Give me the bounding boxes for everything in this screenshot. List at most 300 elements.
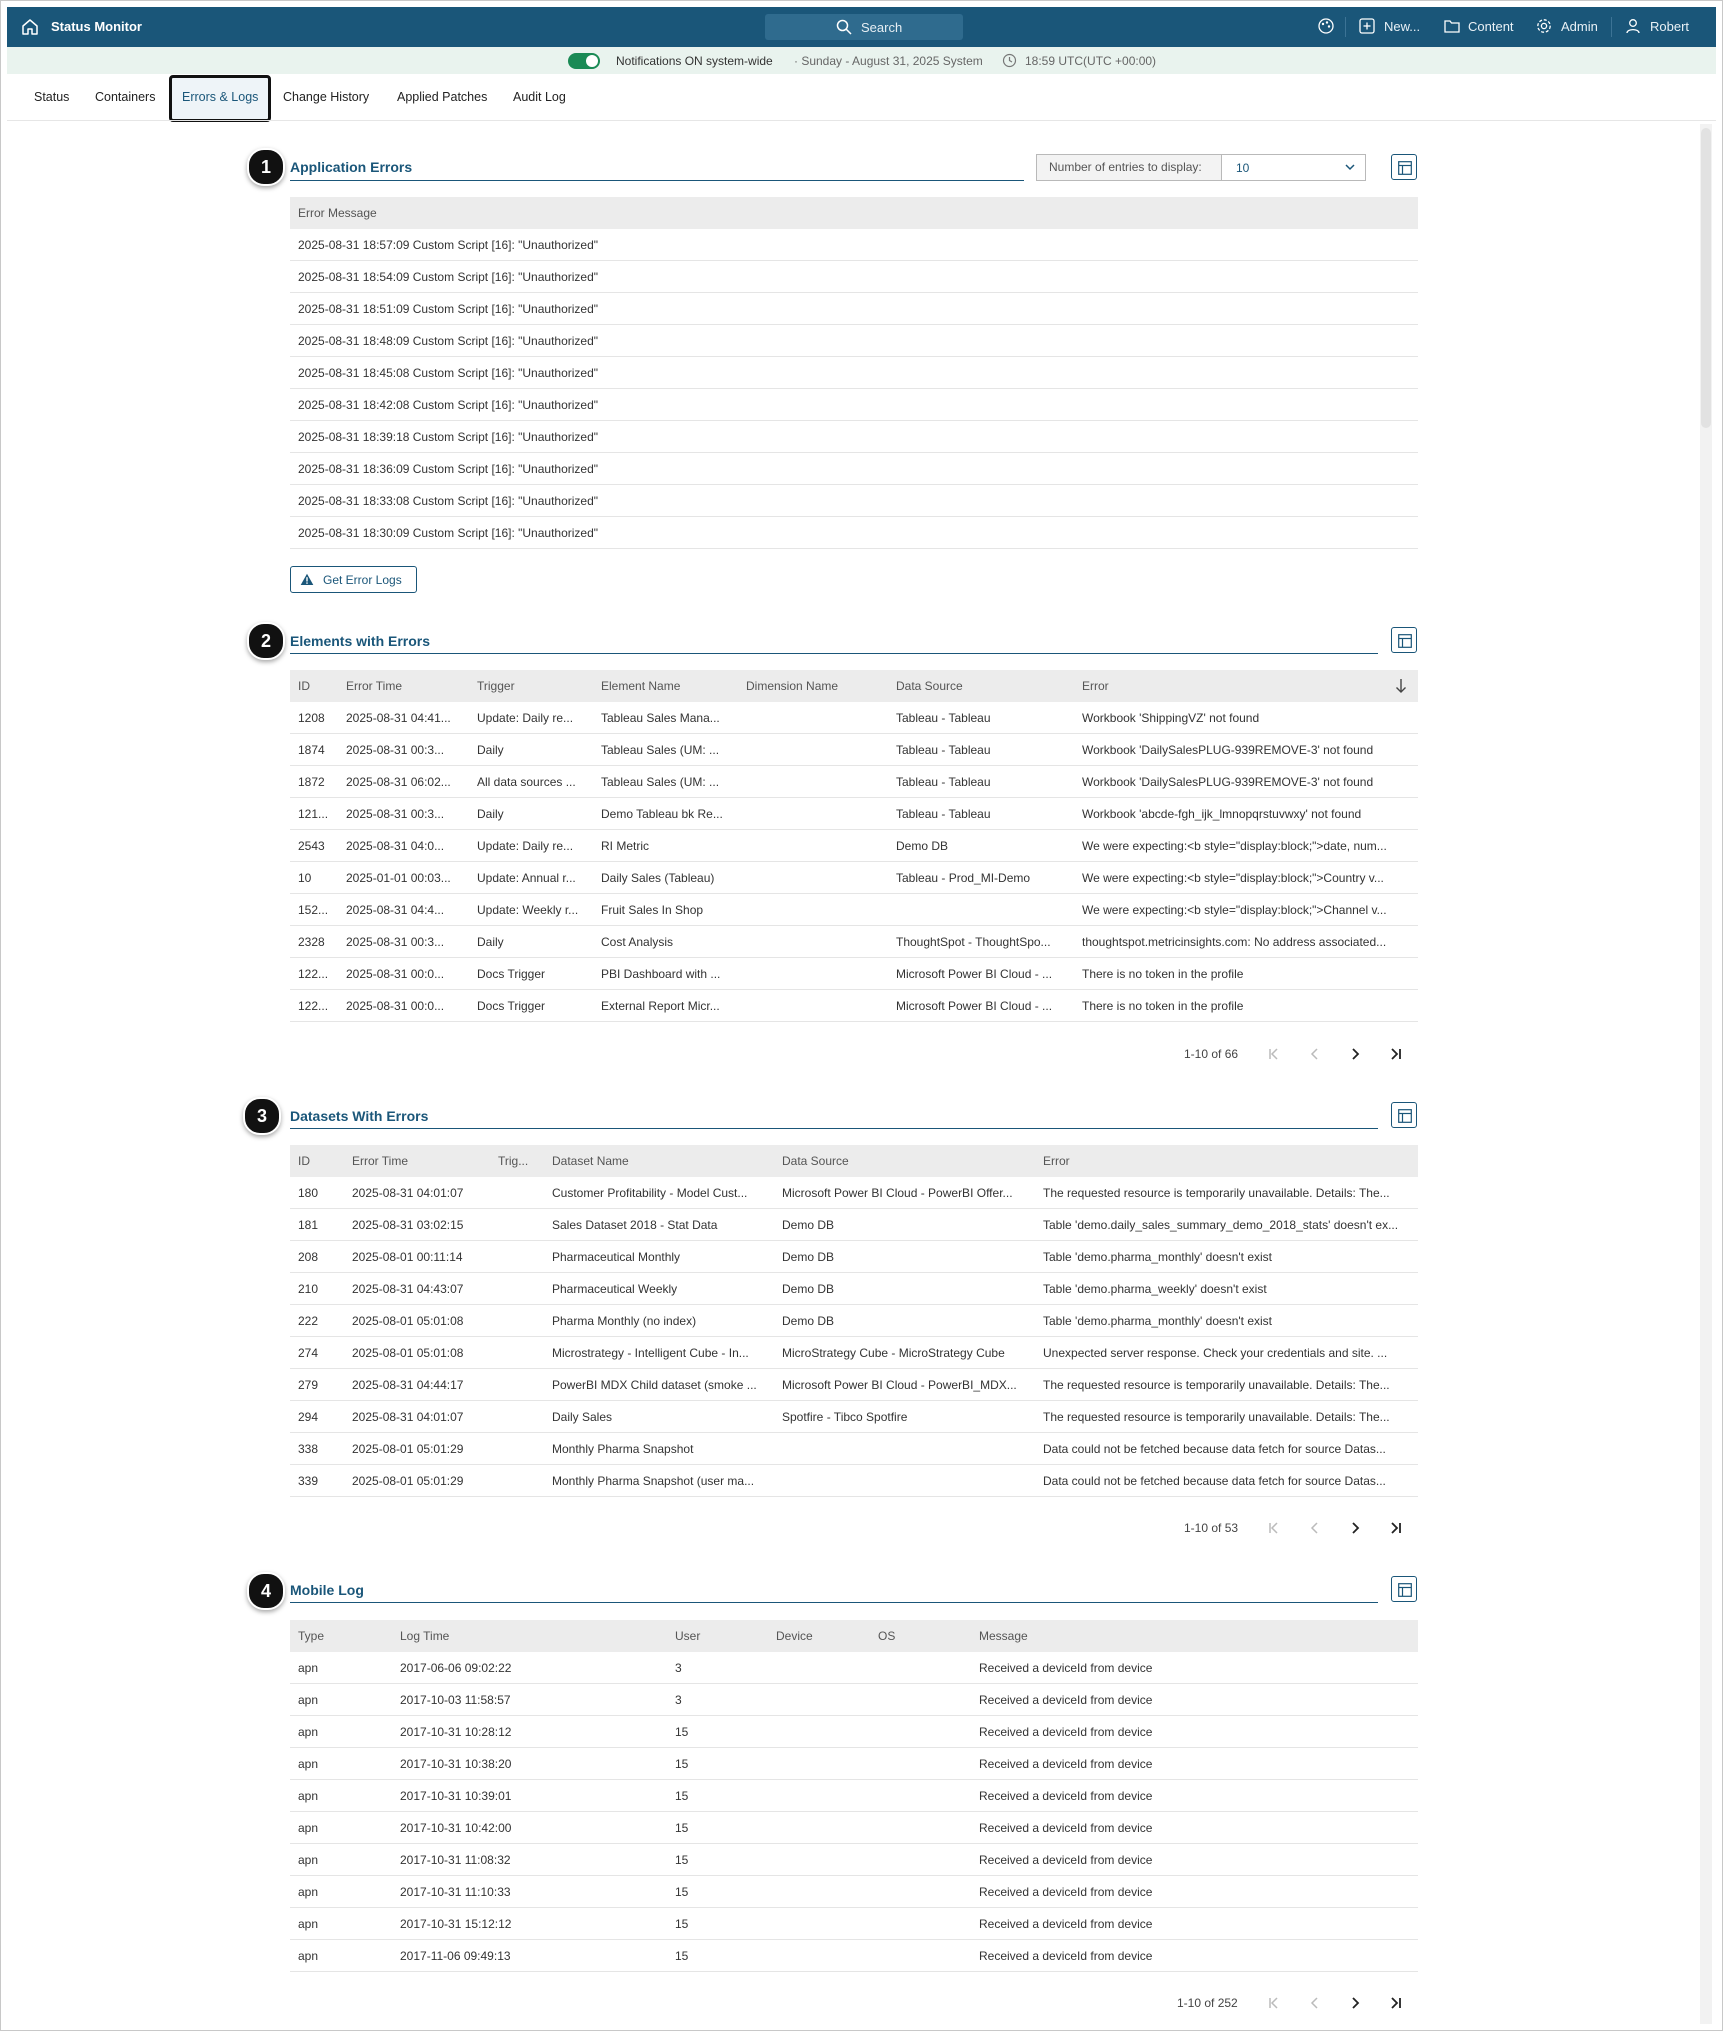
table-cell: [490, 1241, 544, 1273]
column-settings-button[interactable]: [1391, 154, 1417, 180]
table-cell: 2017-10-31 11:10:33: [392, 1876, 667, 1908]
table-cell: Received a deviceId from device: [971, 1780, 1418, 1812]
table-row[interactable]: [290, 1844, 1418, 1876]
table-cell: Microstrategy - Intelligent Cube - In...: [544, 1337, 774, 1369]
table-cell: 2328: [290, 926, 338, 958]
table-cell: 15: [667, 1812, 768, 1844]
column-header[interactable]: Element Name: [593, 670, 738, 702]
table-row[interactable]: [290, 421, 1418, 453]
get-error-logs-button[interactable]: [290, 566, 417, 593]
first-page-icon[interactable]: [1266, 1046, 1282, 1062]
table-cell: Daily: [469, 734, 593, 766]
table-cell: Tableau - Tableau: [888, 798, 1074, 830]
table-cell: [738, 926, 888, 958]
table-cell: Demo DB: [774, 1273, 1035, 1305]
search-placeholder: Search: [861, 20, 903, 35]
table-cell: apn: [290, 1812, 392, 1844]
last-page-icon[interactable]: [1388, 1520, 1404, 1536]
table-cell: 2025-08-31 04:4...: [338, 894, 469, 926]
table-row[interactable]: [290, 389, 1418, 421]
table-cell: Update: Weekly r...: [469, 894, 593, 926]
section-underline: [290, 1602, 1378, 1603]
table-cell: Microsoft Power BI Cloud - ...: [888, 990, 1074, 1022]
table-row[interactable]: [290, 990, 1418, 1022]
error-message-link[interactable]: 2025-08-31 18:30:09 Custom Script [16]: "Unauthorized": [290, 517, 1418, 549]
table-row[interactable]: [290, 1273, 1418, 1305]
get-error-logs-label: Get Error Logs: [323, 573, 402, 587]
table-cell: 1208: [290, 702, 338, 734]
table-row[interactable]: [290, 1401, 1418, 1433]
table-cell: [768, 1908, 870, 1940]
palette-icon[interactable]: [1317, 17, 1335, 35]
table-cell: [738, 798, 888, 830]
nav-separator: [1611, 17, 1612, 37]
table-cell: Received a deviceId from device: [971, 1844, 1418, 1876]
table-cell: 121...: [290, 798, 338, 830]
table-cell: 10: [290, 862, 338, 894]
table-cell: Demo DB: [774, 1241, 1035, 1273]
column-header[interactable]: Log Time: [392, 1620, 667, 1652]
column-header[interactable]: Error Time: [344, 1145, 490, 1177]
table-cell: [870, 1812, 971, 1844]
column-header[interactable]: Dataset Name: [544, 1145, 774, 1177]
table-cell: Received a deviceId from device: [971, 1716, 1418, 1748]
table-cell: [490, 1177, 544, 1209]
table-row[interactable]: [290, 1465, 1418, 1497]
table-cell: Daily: [469, 798, 593, 830]
table-cell: [870, 1780, 971, 1812]
next-page-icon[interactable]: [1347, 1046, 1363, 1062]
table-row[interactable]: [290, 766, 1418, 798]
table-row[interactable]: [290, 357, 1418, 389]
table-cell: [888, 894, 1074, 926]
table-cell: 2017-10-03 11:58:57: [392, 1684, 667, 1716]
table-row[interactable]: [290, 1241, 1418, 1273]
last-page-icon[interactable]: [1388, 1046, 1404, 1062]
tab-errors-logs[interactable]: Errors & Logs: [182, 90, 259, 104]
table-cell: Received a deviceId from device: [971, 1876, 1418, 1908]
table-cell: 2025-08-01 05:01:08: [344, 1337, 490, 1369]
section-number-badge: 4: [247, 1572, 285, 1610]
table-cell: [490, 1337, 544, 1369]
table-cell: Pharma Monthly (no index): [544, 1305, 774, 1337]
section-number-badge: 1: [247, 148, 285, 186]
table-cell: [768, 1652, 870, 1684]
application-errors-table: [290, 197, 1418, 549]
top-navigation-bar: [7, 7, 1716, 47]
table-cell: 15: [667, 1876, 768, 1908]
table-cell: 2025-08-31 03:02:15: [344, 1209, 490, 1241]
column-header[interactable]: User: [667, 1620, 768, 1652]
error-message-link[interactable]: 2025-08-31 18:42:08 Custom Script [16]: "Unauthorized": [290, 389, 1418, 421]
table-row[interactable]: [290, 1337, 1418, 1369]
table-cell: apn: [290, 1748, 392, 1780]
table-cell: [490, 1305, 544, 1337]
table-cell: 2025-08-01 00:11:14: [344, 1241, 490, 1273]
table-cell: 2017-10-31 10:39:01: [392, 1780, 667, 1812]
table-row[interactable]: [290, 1780, 1418, 1812]
column-header[interactable]: Error Message: [290, 197, 1418, 229]
table-row[interactable]: [290, 958, 1418, 990]
error-message-link[interactable]: 2025-08-31 18:57:09 Custom Script [16]: "Unauthorized": [290, 229, 1418, 261]
table-cell: There is no token in the profile: [1074, 990, 1418, 1022]
table-cell: 1874: [290, 734, 338, 766]
column-header[interactable]: OS: [870, 1620, 971, 1652]
table-columns-icon: [1398, 1583, 1412, 1597]
column-settings-button[interactable]: [1391, 1102, 1417, 1128]
table-cell: Daily: [469, 926, 593, 958]
column-header[interactable]: Trigger: [469, 670, 593, 702]
table-row[interactable]: [290, 293, 1418, 325]
table-cell: [870, 1748, 971, 1780]
table-cell: 2025-08-31 04:01:07: [344, 1177, 490, 1209]
table-cell: 2025-08-31 04:44:17: [344, 1369, 490, 1401]
table-cell: [738, 958, 888, 990]
admin-menu-label[interactable]: Admin: [1561, 19, 1598, 34]
table-cell: 2025-08-31 04:01:07: [344, 1401, 490, 1433]
column-header[interactable]: Data Source: [774, 1145, 1035, 1177]
table-row[interactable]: [290, 453, 1418, 485]
column-header[interactable]: Device: [768, 1620, 870, 1652]
table-cell: [870, 1940, 971, 1972]
table-cell: Monthly Pharma Snapshot (user ma...: [544, 1465, 774, 1497]
table-cell: Unexpected server response. Check your credentials and site. ...: [1035, 1337, 1418, 1369]
table-cell: 339: [290, 1465, 344, 1497]
plus-square-icon[interactable]: [1358, 17, 1376, 35]
table-row[interactable]: [290, 1876, 1418, 1908]
table-cell: We were expecting:<b style="display:block;">Country v...: [1074, 862, 1418, 894]
table-cell: Tableau - Tableau: [888, 734, 1074, 766]
clock-icon: [1002, 53, 1017, 68]
table-cell: 2017-10-31 11:08:32: [392, 1844, 667, 1876]
table-cell: Received a deviceId from device: [971, 1940, 1418, 1972]
column-header[interactable]: ID: [290, 1145, 344, 1177]
table-cell: We were expecting:<b style="display:block;">Channel v...: [1074, 894, 1418, 926]
table-cell: [768, 1716, 870, 1748]
scrollbar-thumb[interactable]: [1701, 128, 1711, 428]
table-cell: External Report Micr...: [593, 990, 738, 1022]
error-message-link[interactable]: 2025-08-31 18:48:09 Custom Script [16]: "Unauthorized": [290, 325, 1418, 357]
table-cell: apn: [290, 1876, 392, 1908]
table-cell: Workbook 'DailySalesPLUG-939REMOVE-3' not found: [1074, 766, 1418, 798]
table-cell: 15: [667, 1940, 768, 1972]
column-header[interactable]: Type: [290, 1620, 392, 1652]
table-cell: [870, 1652, 971, 1684]
table-cell: Docs Trigger: [469, 958, 593, 990]
system-time: 18:59 UTC(UTC +00:00): [1025, 54, 1157, 68]
column-settings-button[interactable]: [1391, 627, 1417, 653]
table-cell: We were expecting:<b style="display:block;">date, num...: [1074, 830, 1418, 862]
gear-icon[interactable]: [1535, 17, 1553, 35]
content-menu-label[interactable]: Content: [1468, 19, 1514, 34]
table-cell: [768, 1780, 870, 1812]
column-header[interactable]: Data Source: [888, 670, 1074, 702]
pagination-summary: 1-10 of 66: [1184, 1047, 1239, 1061]
chevron-down-icon: [1345, 163, 1355, 171]
home-icon[interactable]: [21, 18, 39, 36]
table-cell: 2017-10-31 10:42:00: [392, 1812, 667, 1844]
table-cell: [768, 1876, 870, 1908]
table-cell: apn: [290, 1684, 392, 1716]
table-cell: MicroStrategy Cube - MicroStrategy Cube: [774, 1337, 1035, 1369]
table-cell: Tableau Sales (UM: ...: [593, 734, 738, 766]
error-message-link[interactable]: 2025-08-31 18:36:09 Custom Script [16]: "Unauthorized": [290, 453, 1418, 485]
table-row[interactable]: [290, 862, 1418, 894]
table-cell: Pharmaceutical Monthly: [544, 1241, 774, 1273]
sort-descending-icon[interactable]: [1395, 678, 1407, 694]
previous-page-icon[interactable]: [1307, 1046, 1323, 1062]
table-cell: [738, 734, 888, 766]
table-row[interactable]: [290, 1652, 1418, 1684]
table-cell: There is no token in the profile: [1074, 958, 1418, 990]
table-cell: 2025-08-31 00:3...: [338, 926, 469, 958]
section-underline: [290, 653, 1378, 654]
table-cell: Microsoft Power BI Cloud - PowerBI_MDX...: [774, 1369, 1035, 1401]
user-menu-label[interactable]: Robert: [1650, 19, 1690, 34]
table-cell: 2017-06-06 09:02:22: [392, 1652, 667, 1684]
column-header[interactable]: Dimension Name: [738, 670, 888, 702]
first-page-icon[interactable]: [1266, 1995, 1282, 2011]
table-cell: The requested resource is temporarily unavailable. Details: The...: [1035, 1369, 1418, 1401]
tab-containers[interactable]: Containers: [95, 90, 156, 104]
last-page-icon[interactable]: [1388, 1995, 1404, 2011]
error-message-link[interactable]: 2025-08-31 18:51:09 Custom Script [16]: "Unauthorized": [290, 293, 1418, 325]
datasets-with-errors-table: [290, 1145, 1418, 1497]
table-row[interactable]: [290, 1305, 1418, 1337]
table-cell: The requested resource is temporarily unavailable. Details: The...: [1035, 1401, 1418, 1433]
table-cell: apn: [290, 1908, 392, 1940]
tab-change-history[interactable]: Change History: [283, 90, 370, 104]
error-message-link[interactable]: 2025-08-31 18:45:08 Custom Script [16]: "Unauthorized": [290, 357, 1418, 389]
table-columns-icon: [1398, 161, 1412, 175]
table-row[interactable]: [290, 1369, 1418, 1401]
table-row[interactable]: [290, 485, 1418, 517]
table-cell: 15: [667, 1844, 768, 1876]
table-cell: 15: [667, 1908, 768, 1940]
table-cell: Tableau Sales Mana...: [593, 702, 738, 734]
table-cell: [870, 1716, 971, 1748]
mobile-log-table: [290, 1620, 1418, 1972]
table-cell: 180: [290, 1177, 344, 1209]
entries-label: Number of entries to display:: [1037, 155, 1222, 180]
table-cell: [774, 1465, 1035, 1497]
table-cell: 2017-11-06 09:49:13: [392, 1940, 667, 1972]
table-cell: [738, 862, 888, 894]
error-message-link[interactable]: 2025-08-31 18:33:08 Custom Script [16]: "Unauthorized": [290, 485, 1418, 517]
table-row[interactable]: [290, 1940, 1418, 1972]
pagination-summary: 1-10 of 252: [1177, 1996, 1238, 2010]
table-cell: thoughtspot.metricinsights.com: No address associated...: [1074, 926, 1418, 958]
table-cell: [768, 1812, 870, 1844]
column-settings-button[interactable]: [1391, 1576, 1417, 1602]
table-cell: 294: [290, 1401, 344, 1433]
table-cell: Docs Trigger: [469, 990, 593, 1022]
new-menu-label[interactable]: New...: [1384, 19, 1421, 34]
table-cell: Table 'demo.pharma_monthly' doesn't exist: [1035, 1241, 1418, 1273]
table-cell: apn: [290, 1844, 392, 1876]
table-cell: Fruit Sales In Shop: [593, 894, 738, 926]
entries-value: 10: [1236, 161, 1250, 175]
table-cell: Received a deviceId from device: [971, 1812, 1418, 1844]
next-page-icon[interactable]: [1347, 1995, 1363, 2011]
table-cell: PowerBI MDX Child dataset (smoke ...: [544, 1369, 774, 1401]
section-title-application-errors: Application Errors: [290, 159, 413, 175]
table-cell: Cost Analysis: [593, 926, 738, 958]
table-cell: 208: [290, 1241, 344, 1273]
table-cell: Customer Profitability - Model Cust...: [544, 1177, 774, 1209]
notifications-toggle[interactable]: [568, 53, 600, 69]
column-header[interactable]: Error Time: [338, 670, 469, 702]
table-cell: Tableau - Prod_MI-Demo: [888, 862, 1074, 894]
table-cell: 2025-08-31 00:0...: [338, 958, 469, 990]
table-cell: [490, 1273, 544, 1305]
app-title: Status Monitor: [51, 19, 142, 34]
notifications-status: Notifications ON system-wide: [616, 54, 773, 68]
table-row[interactable]: [290, 1177, 1418, 1209]
table-cell: Update: Daily re...: [469, 702, 593, 734]
section-title-mobile-log: Mobile Log: [290, 1582, 364, 1598]
table-cell: 210: [290, 1273, 344, 1305]
table-cell: [768, 1844, 870, 1876]
table-cell: ThoughtSpot - ThoughtSpo...: [888, 926, 1074, 958]
tab-status[interactable]: Status: [34, 90, 70, 104]
section-title-datasets-with-errors: Datasets With Errors: [290, 1108, 429, 1124]
table-cell: [490, 1209, 544, 1241]
table-cell: PBI Dashboard with ...: [593, 958, 738, 990]
table-row[interactable]: [290, 1684, 1418, 1716]
table-row[interactable]: [290, 734, 1418, 766]
table-cell: apn: [290, 1652, 392, 1684]
table-row[interactable]: [290, 702, 1418, 734]
table-row[interactable]: [290, 1748, 1418, 1780]
table-cell: 2017-10-31 15:12:12: [392, 1908, 667, 1940]
table-cell: Update: Annual r...: [469, 862, 593, 894]
section-number-badge: 2: [247, 622, 285, 660]
table-cell: 2025-08-31 04:41...: [338, 702, 469, 734]
table-cell: apn: [290, 1780, 392, 1812]
tab-audit-log[interactable]: Audit Log: [513, 90, 566, 104]
search-box[interactable]: [765, 14, 963, 40]
table-cell: 3: [667, 1652, 768, 1684]
folder-icon[interactable]: [1443, 17, 1461, 35]
section-number-badge: 3: [243, 1097, 281, 1135]
table-cell: 2017-10-31 10:28:12: [392, 1716, 667, 1748]
table-cell: 3: [667, 1684, 768, 1716]
table-row[interactable]: [290, 830, 1418, 862]
next-page-icon[interactable]: [1347, 1520, 1363, 1536]
table-cell: [768, 1748, 870, 1780]
table-cell: 2543: [290, 830, 338, 862]
table-cell: Update: Daily re...: [469, 830, 593, 862]
table-row[interactable]: [290, 517, 1418, 549]
table-columns-icon: [1398, 1109, 1412, 1123]
table-cell: [490, 1433, 544, 1465]
table-cell: 122...: [290, 990, 338, 1022]
column-header[interactable]: Message: [971, 1620, 1418, 1652]
table-cell: Demo DB: [888, 830, 1074, 862]
table-cell: Workbook 'abcde-fgh_ijk_lmnopqrstuvwxy' not found: [1074, 798, 1418, 830]
table-row[interactable]: [290, 1716, 1418, 1748]
table-cell: Table 'demo.daily_sales_summary_demo_2018_stats' doesn't ex...: [1035, 1209, 1418, 1241]
error-message-link[interactable]: 2025-08-31 18:54:09 Custom Script [16]: "Unauthorized": [290, 261, 1418, 293]
table-row[interactable]: [290, 894, 1418, 926]
table-cell: [870, 1844, 971, 1876]
table-cell: Data could not be fetched because data fetch for source Datas...: [1035, 1465, 1418, 1497]
table-cell: [870, 1684, 971, 1716]
user-icon[interactable]: [1624, 17, 1642, 35]
error-message-link[interactable]: 2025-08-31 18:39:18 Custom Script [16]: "Unauthorized": [290, 421, 1418, 453]
table-cell: [490, 1465, 544, 1497]
table-cell: 274: [290, 1337, 344, 1369]
table-row[interactable]: [290, 1209, 1418, 1241]
table-cell: [490, 1369, 544, 1401]
column-header[interactable]: Error: [1035, 1145, 1418, 1177]
table-cell: Daily Sales (Tableau): [593, 862, 738, 894]
table-row[interactable]: [290, 798, 1418, 830]
table-cell: Workbook 'DailySalesPLUG-939REMOVE-3' not found: [1074, 734, 1418, 766]
previous-page-icon[interactable]: [1307, 1995, 1323, 2011]
table-cell: 338: [290, 1433, 344, 1465]
table-cell: [738, 702, 888, 734]
table-row[interactable]: [290, 1908, 1418, 1940]
table-cell: 15: [667, 1780, 768, 1812]
table-cell: The requested resource is temporarily unavailable. Details: The...: [1035, 1177, 1418, 1209]
section-underline: [290, 1128, 1378, 1129]
warning-icon: [300, 573, 314, 586]
table-cell: Received a deviceId from device: [971, 1652, 1418, 1684]
table-cell: Sales Dataset 2018 - Stat Data: [544, 1209, 774, 1241]
search-icon: [836, 19, 852, 35]
table-cell: apn: [290, 1716, 392, 1748]
table-row[interactable]: [290, 229, 1418, 261]
table-cell: Tableau Sales (UM: ...: [593, 766, 738, 798]
table-cell: Table 'demo.pharma_monthly' doesn't exist: [1035, 1305, 1418, 1337]
table-cell: [774, 1433, 1035, 1465]
table-cell: Table 'demo.pharma_weekly' doesn't exist: [1035, 1273, 1418, 1305]
column-header[interactable]: ID: [290, 670, 338, 702]
table-cell: 2025-08-01 05:01:08: [344, 1305, 490, 1337]
table-cell: Monthly Pharma Snapshot: [544, 1433, 774, 1465]
table-cell: 2025-08-31 00:0...: [338, 990, 469, 1022]
table-cell: Tableau - Tableau: [888, 702, 1074, 734]
table-cell: [768, 1940, 870, 1972]
table-cell: Workbook 'ShippingVZ' not found: [1074, 702, 1418, 734]
first-page-icon[interactable]: [1266, 1520, 1282, 1536]
table-row[interactable]: [290, 1433, 1418, 1465]
entries-per-page-select[interactable]: [1036, 154, 1366, 181]
previous-page-icon[interactable]: [1307, 1520, 1323, 1536]
table-cell: 2025-08-31 06:02...: [338, 766, 469, 798]
table-cell: 2025-08-31 00:3...: [338, 734, 469, 766]
table-cell: Demo Tableau bk Re...: [593, 798, 738, 830]
column-header[interactable]: Error: [1074, 670, 1418, 702]
table-cell: [738, 830, 888, 862]
table-row[interactable]: [290, 325, 1418, 357]
table-cell: [738, 990, 888, 1022]
table-row[interactable]: [290, 1812, 1418, 1844]
table-cell: 2017-10-31 10:38:20: [392, 1748, 667, 1780]
table-row[interactable]: [290, 926, 1418, 958]
table-cell: 2025-08-31 04:0...: [338, 830, 469, 862]
column-header[interactable]: Trig...: [490, 1145, 544, 1177]
table-columns-icon: [1398, 634, 1412, 648]
table-cell: 2025-08-31 04:43:07: [344, 1273, 490, 1305]
section-title-elements-with-errors: Elements with Errors: [290, 633, 431, 649]
notification-bar: [7, 47, 1716, 74]
table-row[interactable]: [290, 261, 1418, 293]
tab-applied-patches[interactable]: Applied Patches: [397, 90, 488, 104]
nav-separator: [1345, 17, 1346, 37]
